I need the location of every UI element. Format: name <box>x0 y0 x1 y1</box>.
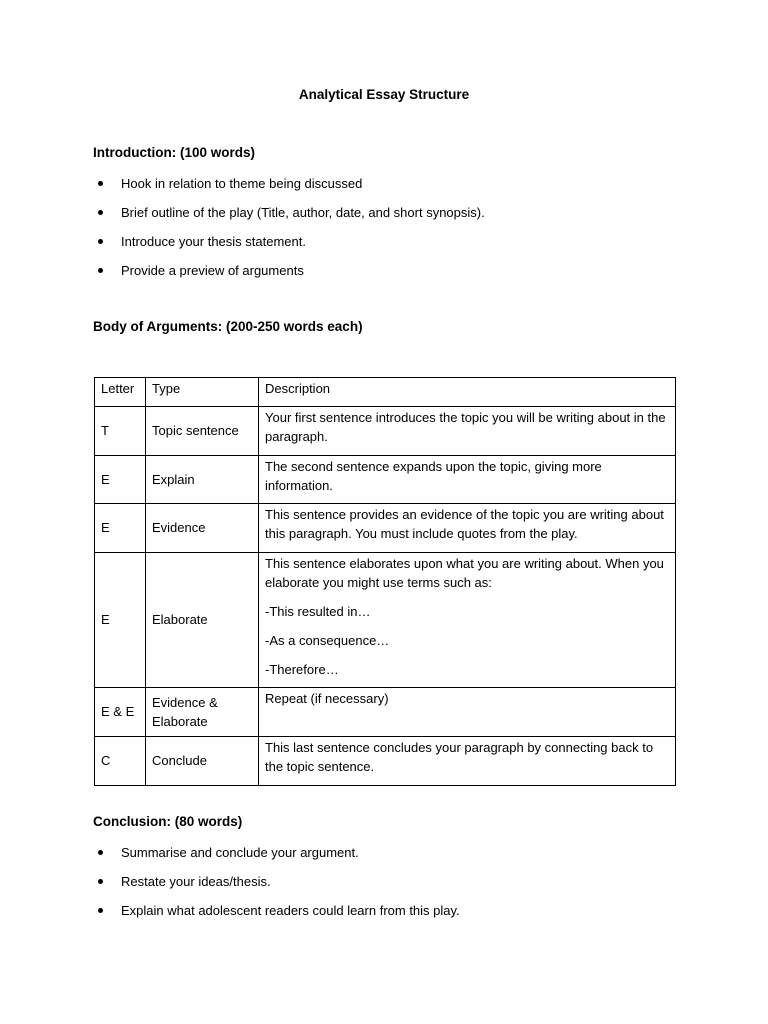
description-text: This sentence elaborates upon what you are writing about. When you elaborate you might use terms such as: <box>265 556 664 590</box>
cell-letter: E <box>95 553 146 688</box>
header-type: Type <box>146 378 259 407</box>
table-row <box>95 688 676 737</box>
list-item-text: Introduce your thesis statement. <box>121 234 306 249</box>
list-item <box>93 844 460 873</box>
list-item <box>93 204 485 233</box>
cell-description <box>259 504 676 553</box>
list-item-text: Provide a preview of arguments <box>121 263 304 278</box>
table-row <box>95 737 676 786</box>
cell-letter: T <box>95 407 146 456</box>
table-row <box>95 456 676 504</box>
bullet-icon <box>98 268 103 273</box>
description-text: This sentence provides an evidence of the topic you are writing about this paragraph. You must include quotes from the play. <box>265 507 664 541</box>
cell-type: Explain <box>146 456 259 504</box>
list-item <box>93 873 460 902</box>
list-item <box>93 262 485 291</box>
cell-description <box>259 688 676 737</box>
introduction-list <box>93 175 485 291</box>
list-item <box>93 902 460 931</box>
cell-description <box>259 737 676 786</box>
list-item-text: Brief outline of the play (Title, author, date, and short synopsis). <box>121 205 485 220</box>
header-letter: Letter <box>95 378 146 407</box>
cell-description <box>259 407 676 456</box>
bullet-icon <box>98 879 103 884</box>
table-row <box>95 504 676 553</box>
cell-type: Evidence <box>146 504 259 553</box>
page-title: Analytical Essay Structure <box>298 87 470 102</box>
description-text: Repeat (if necessary) <box>265 691 389 706</box>
cell-letter: E <box>95 504 146 553</box>
description-text: -This resulted in… <box>265 604 371 619</box>
teeec-table <box>94 377 676 786</box>
bullet-icon <box>98 239 103 244</box>
cell-letter: E <box>95 456 146 504</box>
table-row <box>95 407 676 456</box>
conclusion-list <box>93 844 460 931</box>
list-item <box>93 175 485 204</box>
description-text: Your first sentence introduces the topic you will be writing about in the paragraph. <box>265 410 666 444</box>
conclusion-heading: Conclusion: (80 words) <box>93 814 243 829</box>
list-item-text: Hook in relation to theme being discussed <box>121 176 363 191</box>
bullet-icon <box>98 908 103 913</box>
description-text: This last sentence concludes your paragraph by connecting back to the topic sentence. <box>265 740 654 774</box>
cell-type: Conclude <box>146 737 259 786</box>
introduction-heading: Introduction: (100 words) <box>93 145 255 160</box>
header-description: Description <box>259 378 676 407</box>
bullet-icon <box>98 210 103 215</box>
cell-description <box>259 456 676 504</box>
cell-type: Evidence & Elaborate <box>146 688 259 737</box>
list-item-text: Explain what adolescent readers could learn from this play. <box>121 903 460 918</box>
cell-letter: E & E <box>95 688 146 737</box>
cell-letter: C <box>95 737 146 786</box>
cell-type: Topic sentence <box>146 407 259 456</box>
description-text: The second sentence expands upon the topic, giving more information. <box>265 459 602 493</box>
cell-description <box>259 553 676 688</box>
list-item <box>93 233 485 262</box>
list-item-text: Summarise and conclude your argument. <box>121 845 359 860</box>
bullet-icon <box>98 850 103 855</box>
list-item-text: Restate your ideas/thesis. <box>121 874 271 889</box>
body-heading: Body of Arguments: (200-250 words each) <box>93 319 363 334</box>
description-text: -Therefore… <box>265 662 339 677</box>
bullet-icon <box>98 181 103 186</box>
table-header-row <box>95 378 676 407</box>
description-text: -As a consequence… <box>265 633 390 648</box>
table-row <box>95 553 676 688</box>
cell-type: Elaborate <box>146 553 259 688</box>
